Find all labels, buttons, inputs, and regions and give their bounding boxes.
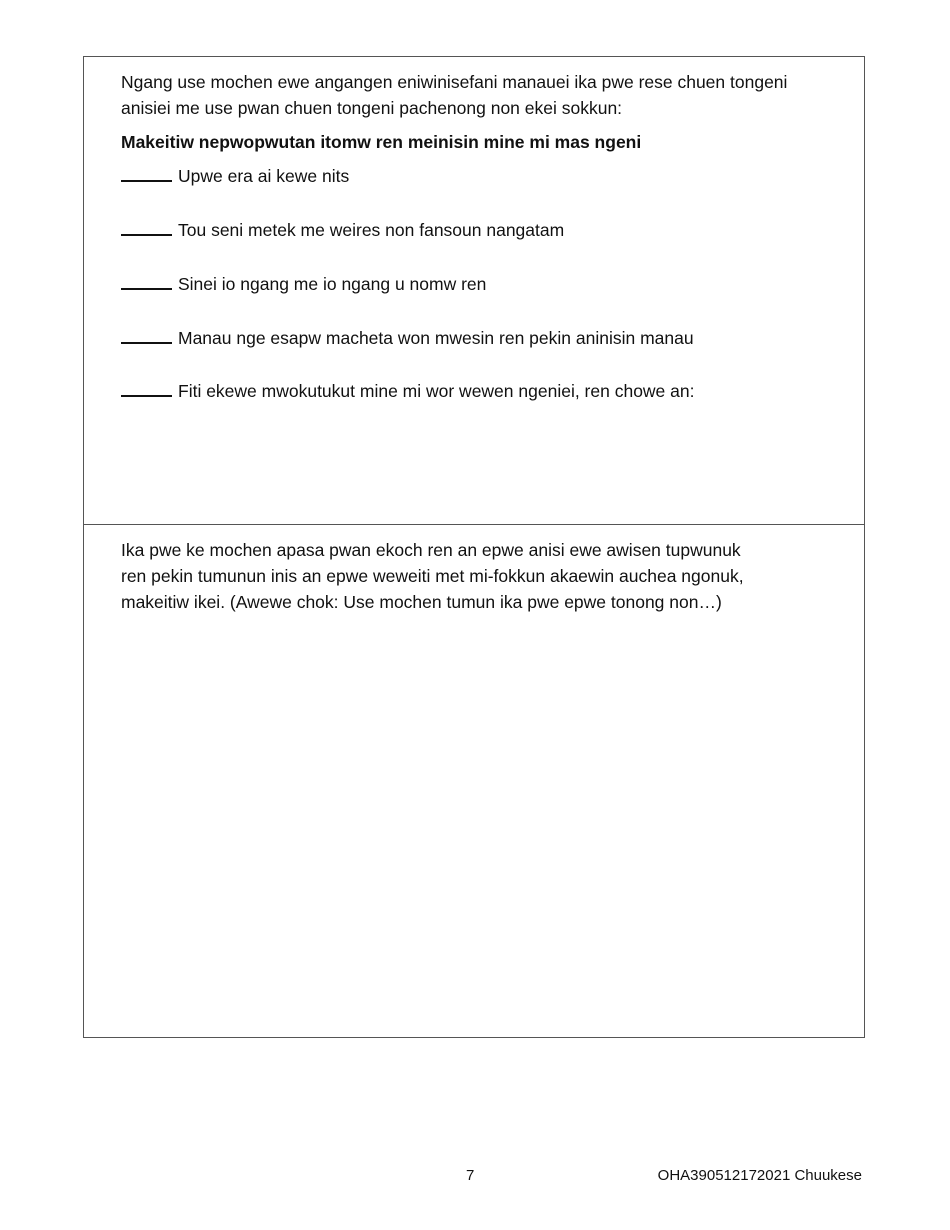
- page-number: 7: [466, 1167, 475, 1184]
- option-label: Upwe era ai kewe nits: [178, 166, 350, 186]
- option-label: Tou seni metek me weires non fansoun nangatam: [178, 220, 565, 240]
- option-item: [121, 326, 694, 350]
- option-item: [121, 379, 694, 403]
- instruction-heading: Makeitiw nepwopwutan itomw ren meinisin mine mi mas ngeni: [121, 132, 642, 152]
- check-blank[interactable]: [121, 218, 172, 236]
- intro-line-2: anisiei me use pwan chuen tongeni pachenong non ekei sokkun:: [121, 98, 623, 118]
- prompt-line-1: Ika pwe ke mochen apasa pwan ekoch ren an epwe anisi ewe awisen tupwunuk: [121, 540, 741, 560]
- comments-prompt: [121, 537, 821, 615]
- option-item: [121, 218, 564, 242]
- comments-section[interactable]: [84, 525, 864, 1037]
- preferences-section: [84, 57, 864, 525]
- option-label: Fiti ekewe mwokutukut mine mi wor wewen ngeniei, ren chowe an:: [178, 381, 695, 401]
- check-blank[interactable]: [121, 164, 172, 182]
- option-label: Manau nge esapw macheta won mwesin ren pekin aninisin manau: [178, 328, 694, 348]
- form-box: [83, 56, 865, 1038]
- prompt-line-3: makeitiw ikei. (Awewe chok: Use mochen tumun ika pwe epwe tonong non…): [121, 592, 722, 612]
- document-code: OHA390512172021 Chuukese: [657, 1167, 862, 1184]
- check-blank[interactable]: [121, 272, 172, 290]
- prompt-line-2: ren pekin tumunun inis an epwe weweiti met mi-fokkun akaewin auchea ngonuk,: [121, 566, 744, 586]
- check-blank[interactable]: [121, 379, 172, 397]
- intro-text: [121, 69, 851, 121]
- intro-line-1: Ngang use mochen ewe angangen eniwinisefani manauei ika pwe rese chuen tongeni: [121, 72, 788, 92]
- option-item: [121, 164, 349, 188]
- option-label: Sinei io ngang me io ngang u nomw ren: [178, 274, 487, 294]
- option-item: [121, 272, 486, 296]
- check-blank[interactable]: [121, 326, 172, 344]
